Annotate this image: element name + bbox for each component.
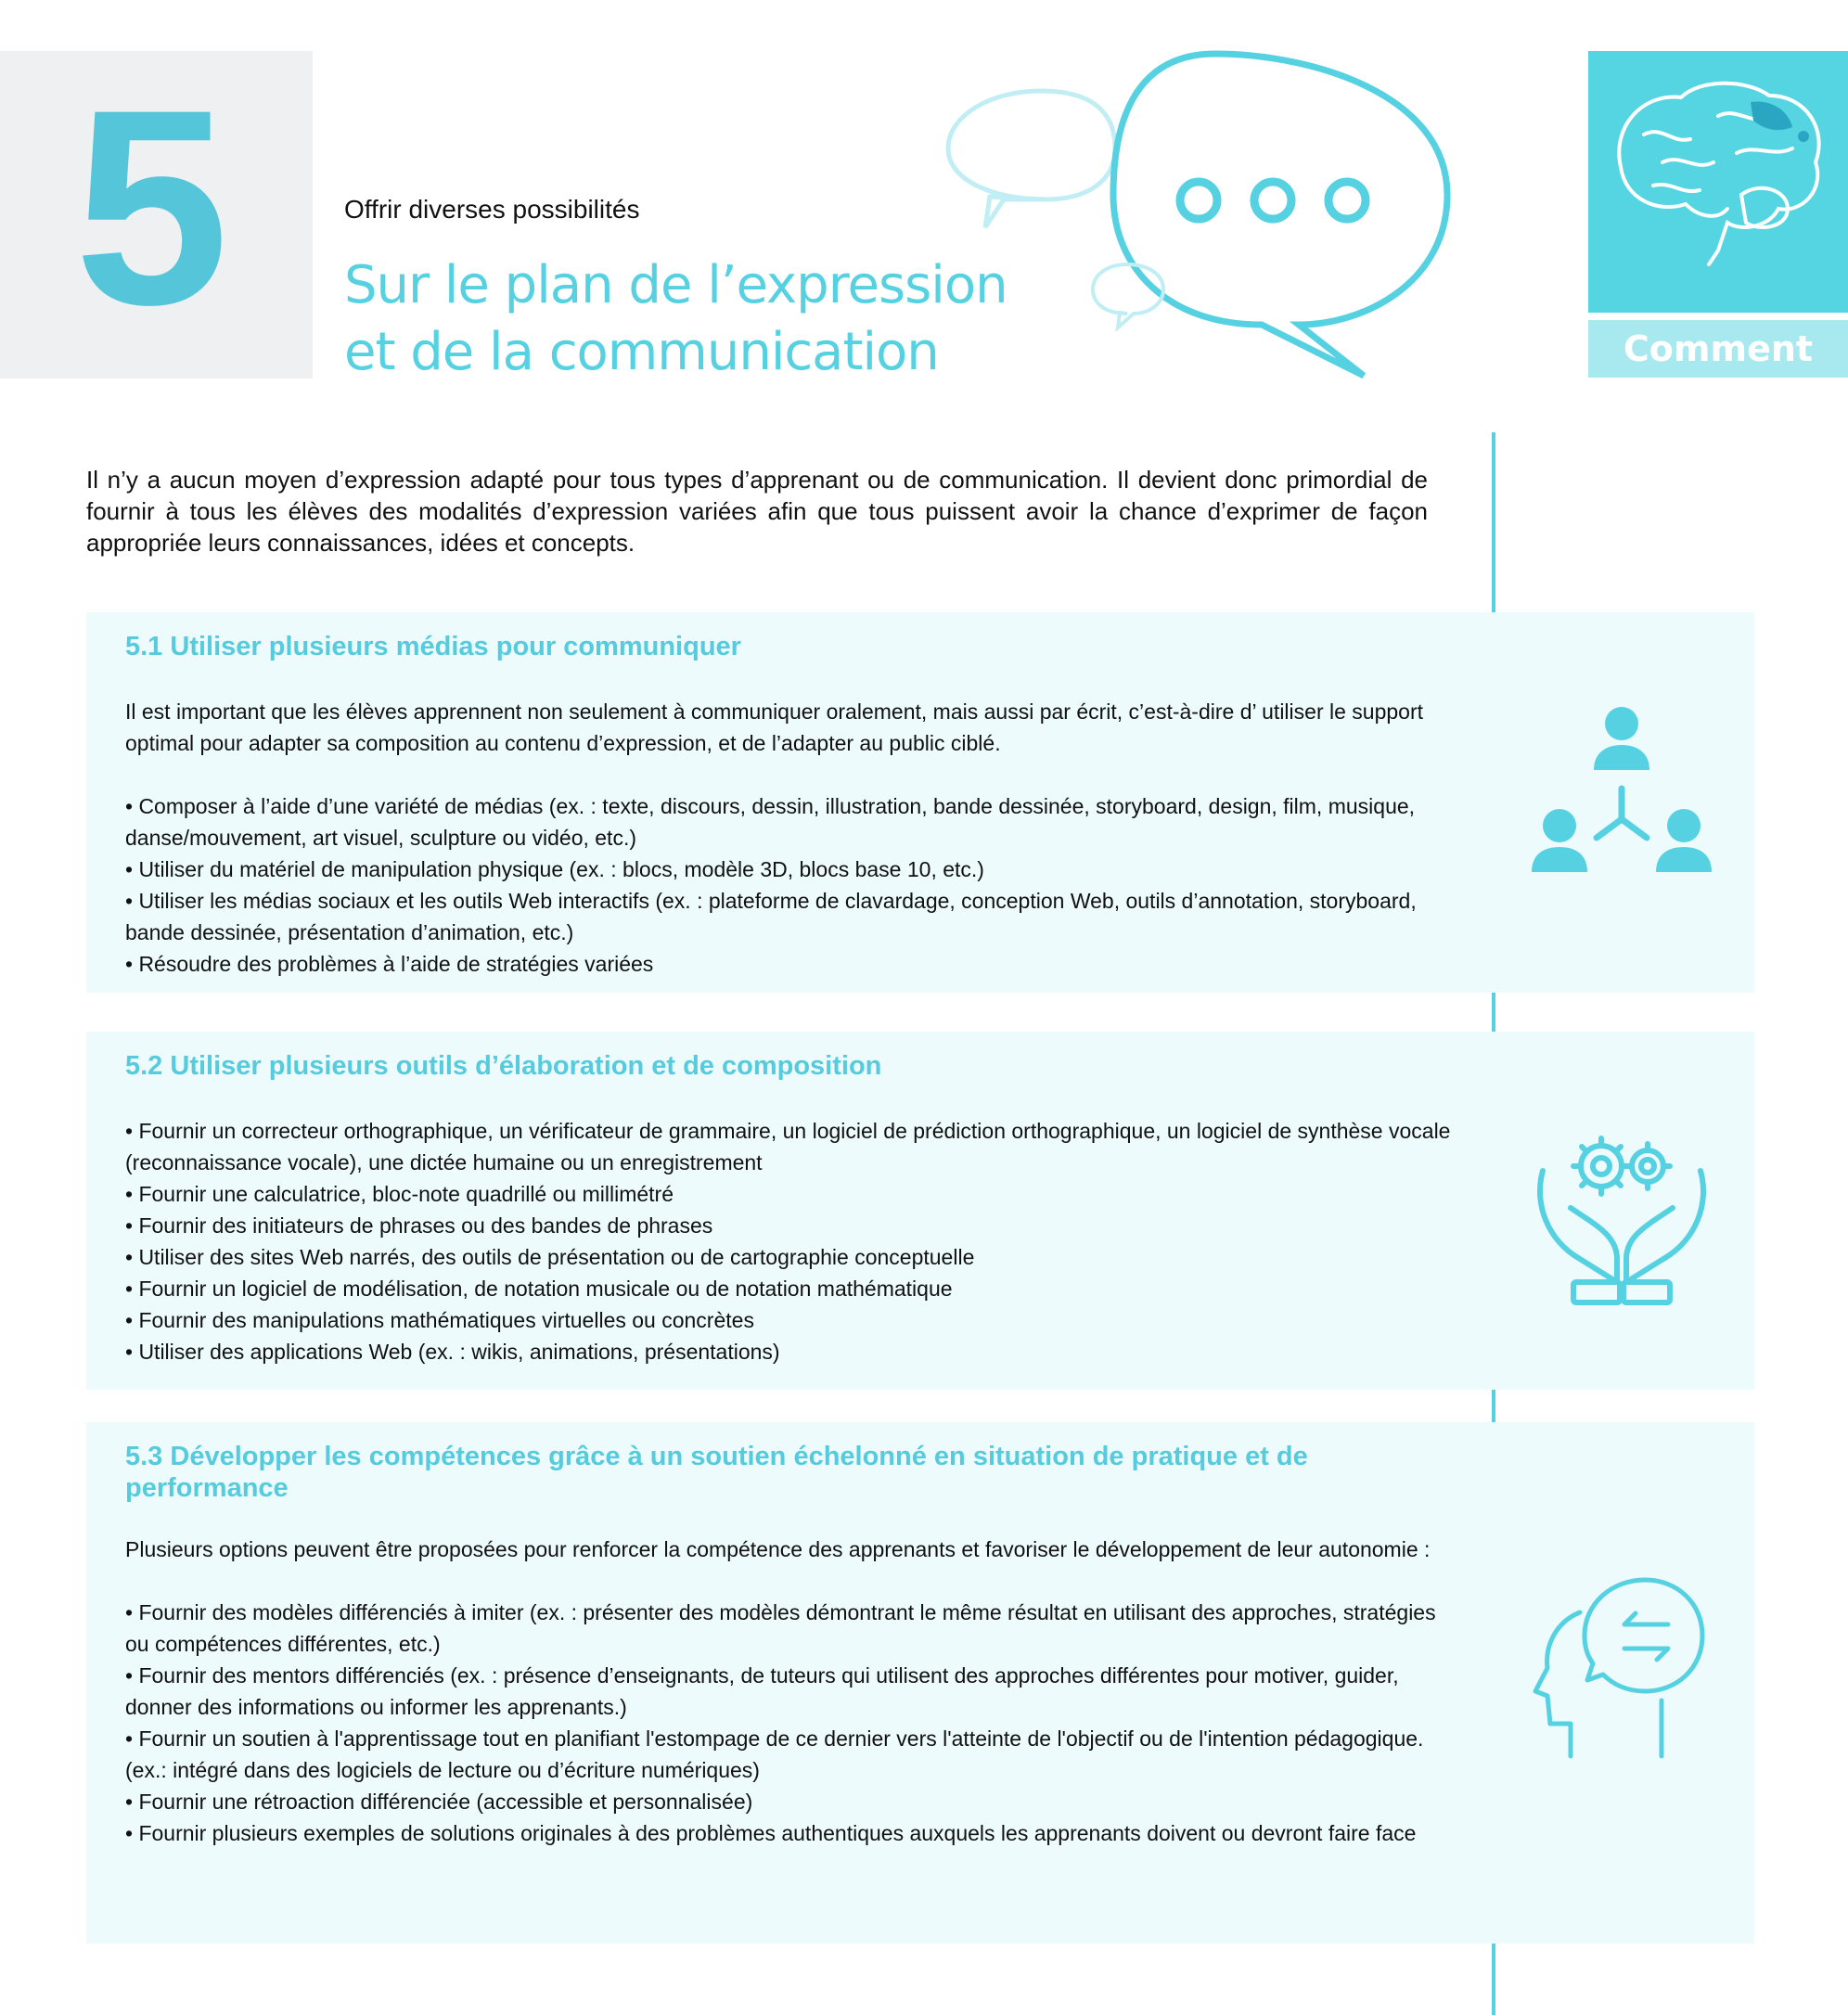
list-item: • Résoudre des problèmes à l’aide de stratégies variées bbox=[125, 952, 654, 976]
section-body bbox=[125, 1534, 1461, 1849]
section-lead: Il est important que les élèves apprennent non seulement à communiquer oralement, mais aussi par écrit, c’est-à-dire d’ utiliser le support optimal pour adapter sa composition au contenu d’expression, et de l’adapter au public ciblé. bbox=[125, 699, 1424, 755]
chapter-number: 5 bbox=[74, 51, 229, 363]
list-item: • Composer à l’aide d’une variété de médias (ex. : texte, discours, dessin, illustration, bande dessinée, storyboard, design, film, musique, danse/mouvement, art visuel, sculpture ou vidéo, etc.) bbox=[125, 794, 1416, 850]
section-heading: 5.3 Développer les compétences grâce à un soutien échelonné en situation de pratique et de performance bbox=[125, 1442, 1308, 1503]
section-heading: 5.2 Utiliser plusieurs outils d’élaboration et de composition bbox=[125, 1051, 882, 1081]
section-5-1 bbox=[86, 612, 1754, 993]
people-network-icon bbox=[1524, 700, 1719, 886]
list-item: • Fournir des manipulations mathématiques virtuelles ou concrètes bbox=[125, 1308, 754, 1332]
list-item: • Utiliser des sites Web narrés, des outils de présentation ou de cartographie conceptuelle bbox=[125, 1245, 975, 1269]
list-item: • Fournir un logiciel de modélisation, de notation musicale ou de notation mathématique bbox=[125, 1277, 953, 1301]
intro-paragraph: Il n’y a aucun moyen d’expression adapté pour tous types d’apprenant ou de communication. Il devient donc primordial de fournir à tous les élèves des modalités d’expression variées afin que tous puissent avoir la chance d’exprimer de façon appropriée leurs connaissances, idées et concepts. bbox=[86, 466, 1428, 557]
section-heading: 5.1 Utiliser plusieurs médias pour communiquer bbox=[125, 632, 741, 661]
section-body bbox=[125, 1115, 1461, 1367]
section-5-3 bbox=[86, 1422, 1754, 1944]
section-body bbox=[125, 696, 1461, 980]
list-item: • Fournir une rétroaction différenciée (accessible et personnalisée) bbox=[125, 1790, 753, 1814]
brain-icon bbox=[1588, 51, 1848, 313]
list-item: • Fournir un correcteur orthographique, un vérificateur de grammaire, un logiciel de prédiction orthographique, un logiciel de synthèse vocale (reconnaissance vocale), une dictée humaine ou un enregistrement bbox=[125, 1119, 1451, 1174]
list-item: • Fournir plusieurs exemples de solutions originales à des problèmes authentiques auxquels les apprenants doivent ou devront faire face bbox=[125, 1821, 1417, 1845]
hands-gears-icon bbox=[1529, 1120, 1714, 1305]
side-label: Comment bbox=[1588, 320, 1848, 378]
list-item: • Utiliser les médias sociaux et les outils Web interactifs (ex. : plateforme de clavardage, conception Web, outils d’annotation, storyboard, bande dessinée, présentation d’animation, etc.) bbox=[125, 889, 1417, 944]
list-item: • Fournir un soutien à l'apprentissage tout en planifiant l'estompage de ce dernier vers l'atteinte de l'objectif ou de l'intention pédagogique. (ex.: intégré dans des logiciels de lecture ou d’écriture numériques) bbox=[125, 1726, 1424, 1782]
section-lead: Plusieurs options peuvent être proposées pour renforcer la compétence des apprenants et favoriser le développement de leur autonomie : bbox=[125, 1537, 1431, 1561]
list-item: • Fournir des modèles différenciés à imiter (ex. : présenter des modèles démontrant le même résultat en utilisant des approches, stratégies ou compétences différentes, etc.) bbox=[125, 1600, 1436, 1656]
list-item: • Fournir des mentors différenciés (ex. : présence d’enseignants, de tuteurs qui utilisent des approches différentes pour motiver, guider, donner des informations ou informer les apprenants.) bbox=[125, 1663, 1399, 1719]
list-item: • Fournir des initiateurs de phrases ou des bandes de phrases bbox=[125, 1213, 713, 1238]
speech-bubbles-icon bbox=[928, 46, 1484, 399]
list-item: • Fournir une calculatrice, bloc-note quadrillé ou millimétré bbox=[125, 1182, 674, 1206]
chapter-kicker: Offrir diverses possibilités bbox=[344, 195, 640, 224]
list-item: • Utiliser du matériel de manipulation physique (ex. : blocs, modèle 3D, blocs base 10, etc.) bbox=[125, 857, 984, 881]
section-5-2 bbox=[86, 1032, 1754, 1390]
head-exchange-icon bbox=[1524, 1571, 1719, 1775]
title-line-1: Sur le plan de l’expression bbox=[344, 255, 1007, 315]
list-item: • Utiliser des applications Web (ex. : wikis, animations, présentations) bbox=[125, 1340, 780, 1364]
brain-panel bbox=[1588, 51, 1848, 313]
title-line-2: et de la communication bbox=[344, 322, 939, 382]
